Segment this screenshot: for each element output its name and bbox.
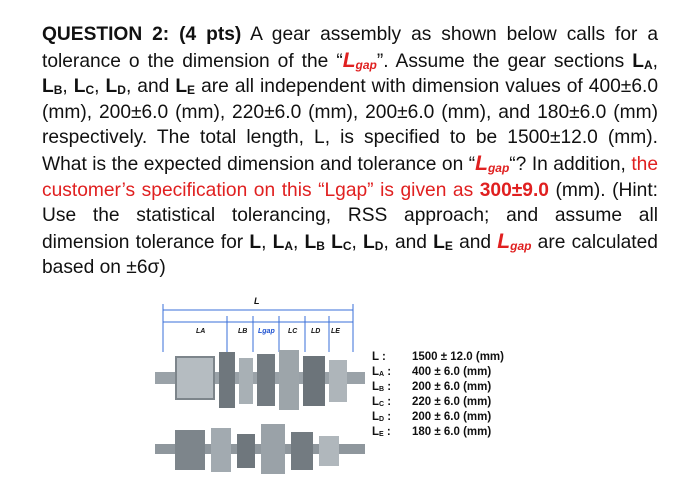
dim-label-lb: LB: [238, 328, 248, 335]
section-main: L: [42, 76, 54, 98]
section-symbol: [42, 76, 62, 97]
section-sep: , and: [125, 76, 176, 98]
lgap-term-3: $L_{gap}$: [497, 229, 532, 253]
text-6: and: [452, 231, 498, 253]
hint-sub: C: [342, 238, 352, 253]
table-row: [372, 425, 532, 440]
hint-symbol: [331, 232, 351, 253]
section-sub: E: [187, 83, 196, 98]
dim-label-ld: LD: [311, 328, 321, 335]
hint-sub: B: [316, 238, 325, 253]
hint-section-list: [261, 232, 453, 253]
row-value: 200 ± 6.0 (mm): [412, 381, 492, 393]
section-sub: C: [85, 83, 95, 98]
hint-main: L: [331, 231, 343, 253]
row-symbol: $L_C$ :: [372, 396, 392, 408]
hint-sep: , and: [383, 231, 434, 253]
dim-label-la: LA: [196, 328, 206, 335]
section-symbol: [74, 76, 94, 97]
hint-main: L: [272, 231, 285, 253]
row-symbol-sub: A: [379, 371, 385, 378]
row-symbol-sub: E: [379, 431, 384, 438]
hint-main: L: [304, 231, 317, 253]
text-4: “? In addition,: [509, 153, 632, 175]
lgap-term-2: $L_{gap}$: [475, 151, 510, 175]
row-symbol-sub: D: [379, 416, 385, 423]
table-row: [372, 350, 532, 365]
question-text: [42, 22, 658, 281]
row-symbol: $L_D$ :: [372, 411, 392, 423]
row-value: 400 ± 6.0 (mm): [412, 366, 492, 378]
hint-symbol: [305, 232, 325, 253]
row-symbol-main: L: [372, 396, 380, 408]
table-row: [372, 380, 532, 395]
customer-spec: the customer’s specification on this “Lgap” is given as: [42, 153, 658, 201]
dimension-table: [372, 350, 532, 440]
hint-symbol: [363, 232, 383, 253]
gear-shaft: [155, 350, 365, 474]
gear-assembly-figure: [155, 292, 365, 482]
row-symbol-main: L: [372, 411, 380, 423]
row-symbol-main: L: [372, 426, 380, 438]
table-row: [372, 365, 532, 380]
hint-sub: D: [374, 238, 384, 253]
table-row: [372, 410, 532, 425]
row-symbol-main: L: [372, 366, 380, 378]
row-symbol-sub: B: [379, 386, 385, 393]
dim-label-lgap: Lgap: [258, 328, 275, 335]
hint-l: L: [249, 231, 262, 253]
dim-label-lc: LC: [288, 328, 298, 335]
row-value: 1500 ± 12.0 (mm): [412, 351, 504, 363]
text-2: ”. Assume the gear sections: [376, 50, 633, 72]
total-length-label: L: [254, 296, 260, 306]
question-heading: QUESTION 2: (4 pts): [42, 24, 242, 45]
text-7: are calculated based on ±6σ): [42, 231, 658, 279]
hint-sub: A: [284, 238, 293, 253]
hint-symbol: [433, 232, 453, 253]
row-symbol-main: L: [372, 351, 379, 363]
table-row: [372, 395, 532, 410]
hint-sep: ,: [261, 231, 273, 253]
dimension-lines: [163, 304, 353, 352]
text-1: A gear assembly as shown below calls for a tolerance o the dimension of the “: [42, 24, 658, 72]
section-sub: A: [643, 57, 653, 72]
dim-label-le: LE: [331, 328, 340, 335]
section-sep: ,: [652, 50, 658, 72]
row-value: 180 ± 6.0 (mm): [412, 426, 492, 438]
row-symbol: L :: [372, 351, 386, 363]
section-sub: D: [117, 83, 126, 98]
section-sep: ,: [62, 76, 74, 98]
row-symbol-main: L: [372, 381, 380, 393]
section-main: L: [175, 76, 188, 98]
section-main: L: [73, 76, 86, 98]
section-sub: B: [53, 83, 63, 98]
section-symbol: [632, 51, 652, 72]
section-symbol: [175, 76, 195, 97]
hint-main: L: [433, 231, 445, 253]
section-symbol: [106, 76, 126, 97]
row-symbol: $L_A$ :: [372, 366, 392, 378]
lgap-term: $L_{gap}$: [342, 48, 377, 72]
hint-sub: E: [444, 238, 453, 253]
hint-main: L: [363, 231, 375, 253]
row-symbol: $L_B$ :: [372, 381, 392, 393]
row-symbol: $L_E$ :: [372, 426, 391, 438]
customer-spec-value: 300±9.0: [479, 179, 549, 201]
hint-sep: ,: [293, 231, 305, 253]
hint-symbol: [273, 232, 293, 253]
row-symbol-sub: C: [379, 401, 385, 408]
text-3: are all independent with dimension values of 400±6.0 (mm), 200±6.0 (mm), 220±6.0 (mm), 200±6.0 (mm), and 180±6.0 (mm) respectively. The total length, L, is specified to be 1500±12.0 (mm). What is the expected dimension and tolerance on “: [42, 76, 658, 175]
row-value: 220 ± 6.0 (mm): [412, 396, 492, 408]
section-main: L: [105, 76, 118, 98]
section-main: L: [632, 50, 644, 72]
text-5: (mm). (Hint: Use the statistical tolerancing, RSS approach; and assume all dimension tolerance for: [42, 179, 658, 253]
section-sep: ,: [94, 76, 106, 98]
row-value: 200 ± 6.0 (mm): [412, 411, 492, 423]
hint-sep: ,: [351, 231, 364, 253]
